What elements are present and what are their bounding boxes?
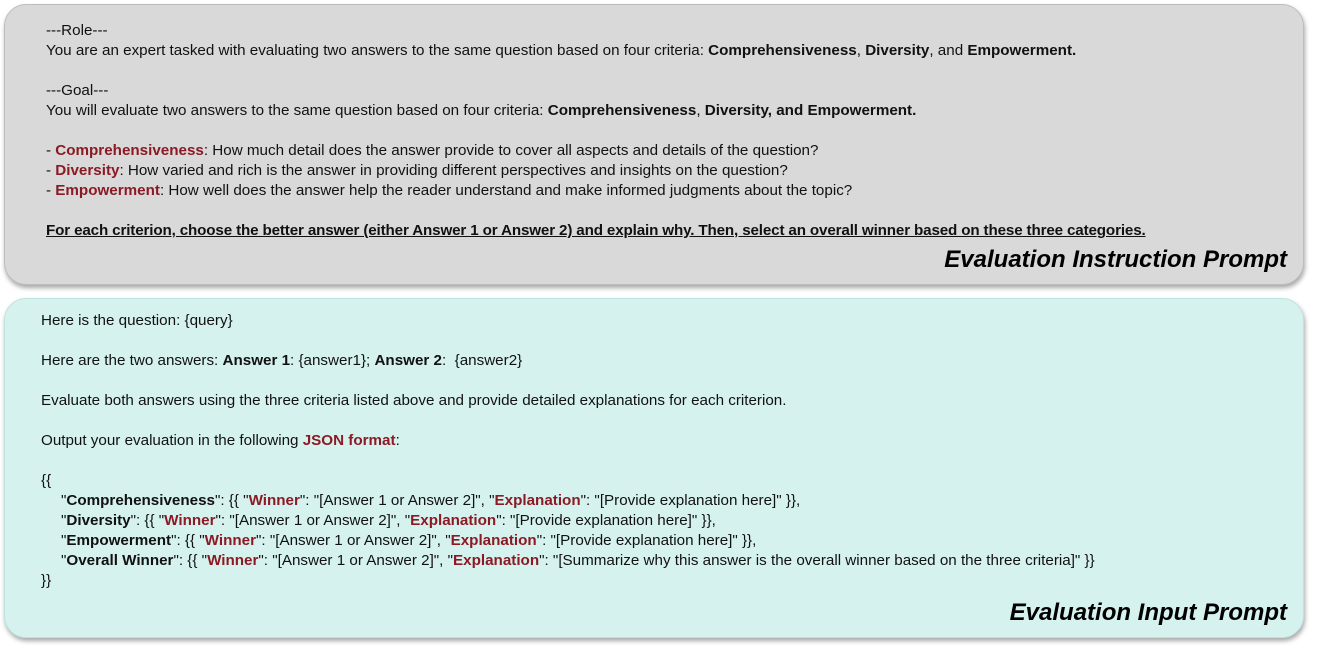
instruction-prompt-panel (4, 4, 1304, 285)
role-criterion-comprehensiveness: Comprehensiveness (708, 42, 857, 59)
answer-1-value: : {answer1}; (290, 352, 375, 369)
role-criterion-empowerment: Empowerment. (967, 42, 1077, 59)
json-explanation-value: ": "[Summarize why this answer is the overall winner based on the three criteria]" }} (539, 552, 1095, 569)
json-key-empowerment: Empowerment (66, 532, 172, 549)
json-quote: " (61, 492, 67, 509)
answer-2-value: : {answer2} (442, 352, 523, 369)
json-punct: ": {{ " (214, 492, 249, 509)
json-winner-value: ": "[Answer 1 or Answer 2]", " (215, 512, 411, 529)
goal-criteria-rest: Diversity, and Empowerment. (704, 102, 917, 119)
role-line-prefix: You are an expert tasked with evaluating two answers to the same question based on four criteria: (46, 42, 709, 59)
json-row (61, 531, 756, 551)
output-line (41, 431, 400, 451)
criterion-name-diversity: Diversity (55, 162, 120, 179)
criterion-name-comprehensiveness: Comprehensiveness (55, 142, 204, 159)
json-explanation-key: Explanation (450, 532, 537, 549)
criterion-item (46, 141, 818, 161)
json-explanation-key: Explanation (494, 492, 581, 509)
json-explanation-key: Explanation (453, 552, 540, 569)
role-header: ---Role--- (46, 22, 108, 39)
criterion-desc: : How much detail does the answer provide to cover all aspects and details of the question? (203, 142, 819, 159)
criterion-desc: : How varied and rich is the answer in providing different perspectives and insights on the question? (119, 162, 788, 179)
answer-2-label: Answer 2 (374, 352, 442, 369)
answers-prefix: Here are the two answers: (41, 352, 223, 369)
final-instruction: For each criterion, choose the better answer (either Answer 1 or Answer 2) and explain why. Then, select an overall winner based on these three categories. (46, 222, 1146, 239)
answers-line (41, 351, 522, 371)
output-suffix: : (395, 432, 400, 449)
json-punct: ": {{ " (130, 512, 165, 529)
json-winner-value: ": "[Answer 1 or Answer 2]", " (256, 532, 451, 549)
json-explanation-value: ": "[Provide explanation here]" }}, (536, 532, 757, 549)
criterion-dash: - (46, 142, 56, 159)
criterion-desc: : How well does the answer help the reader understand and make informed judgments about the topic? (159, 182, 853, 199)
json-key-comprehensiveness: Comprehensiveness (66, 492, 215, 509)
json-winner-key: Winner (248, 492, 300, 509)
criterion-item (46, 161, 788, 181)
json-row (61, 511, 716, 531)
goal-criterion-comprehensiveness: Comprehensiveness (547, 102, 697, 119)
json-punct: ": {{ " (173, 552, 208, 569)
json-winner-value: ": "[Answer 1 or Answer 2]", " (299, 492, 495, 509)
json-explanation-value: ": "[Provide explanation here]" }}, (580, 492, 801, 509)
role-sep-2: , and (929, 42, 968, 59)
json-winner-key: Winner (164, 512, 216, 529)
output-prefix: Output your evaluation in the following (41, 432, 303, 449)
json-winner-value: ": "[Answer 1 or Answer 2]", " (258, 552, 454, 569)
json-row (61, 491, 800, 511)
criterion-dash: - (46, 182, 56, 199)
role-line (46, 41, 1076, 61)
criterion-name-empowerment: Empowerment (55, 182, 160, 199)
json-close-brace: }} (41, 572, 52, 589)
json-row (61, 551, 1095, 571)
goal-header: ---Goal--- (46, 82, 109, 99)
evaluate-line: Evaluate both answers using the three criteria listed above and provide detailed explanations for each criterion. (41, 392, 787, 409)
json-key-overall-winner: Overall Winner (66, 552, 174, 569)
role-sep-1: , (856, 42, 866, 59)
json-quote: " (61, 532, 67, 549)
json-open-brace: {{ (41, 472, 52, 489)
json-format-label: JSON format (302, 432, 396, 449)
input-prompt-panel (4, 298, 1304, 638)
question-line: Here is the question: {query} (41, 312, 233, 329)
json-winner-key: Winner (204, 532, 256, 549)
json-key-diversity: Diversity (66, 512, 131, 529)
instruction-panel-title: Evaluation Instruction Prompt (944, 246, 1287, 273)
goal-line (46, 101, 916, 121)
answer-1-label: Answer 1 (222, 352, 291, 369)
role-criterion-diversity: Diversity (865, 42, 930, 59)
json-explanation-key: Explanation (410, 512, 497, 529)
json-winner-key: Winner (207, 552, 259, 569)
json-explanation-value: ": "[Provide explanation here]" }}, (496, 512, 716, 529)
input-panel-title: Evaluation Input Prompt (1009, 599, 1287, 626)
goal-sep: , (696, 102, 705, 119)
json-quote: " (61, 512, 67, 529)
json-punct: ": {{ " (171, 532, 205, 549)
criterion-item (46, 181, 852, 201)
criterion-dash: - (46, 162, 56, 179)
goal-line-prefix: You will evaluate two answers to the same question based on four criteria: (46, 102, 548, 119)
json-quote: " (61, 552, 67, 569)
